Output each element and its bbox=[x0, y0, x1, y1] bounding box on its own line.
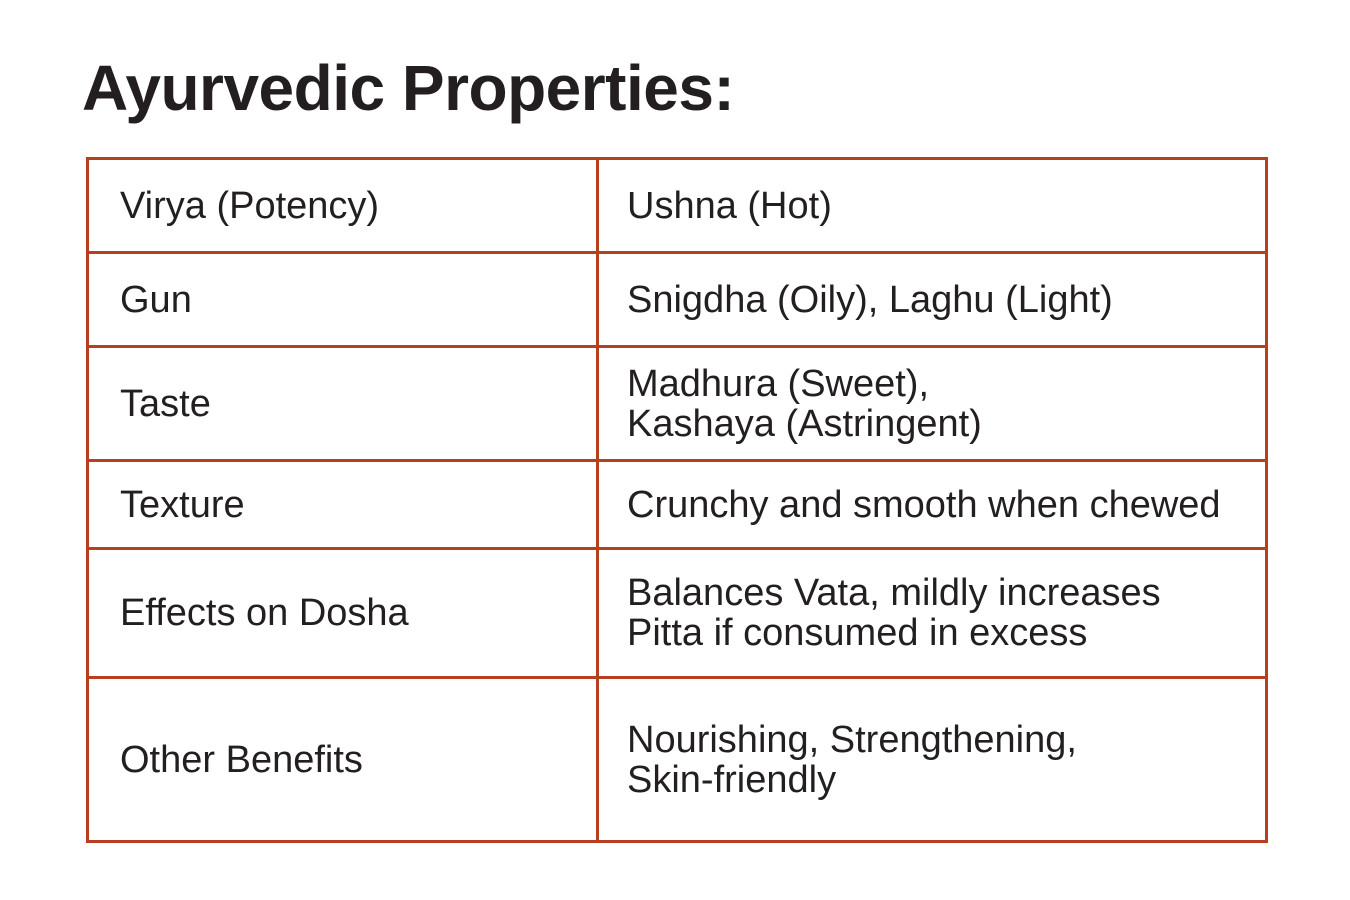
property-value-line: Crunchy and smooth when chewed bbox=[627, 483, 1221, 526]
table-row bbox=[88, 253, 1267, 347]
property-value-line: Skin-friendly bbox=[627, 758, 837, 801]
property-value-line: Ushna (Hot) bbox=[627, 184, 832, 227]
property-value-cell bbox=[598, 347, 1267, 461]
property-name: Gun bbox=[120, 278, 192, 321]
property-name-cell bbox=[88, 461, 598, 549]
property-name-cell bbox=[88, 347, 598, 461]
property-name: Other Benefits bbox=[120, 738, 363, 781]
table-row bbox=[88, 461, 1267, 549]
property-name: Texture bbox=[120, 483, 245, 526]
property-value-cell bbox=[598, 549, 1267, 678]
property-value-line: Pitta if consumed in excess bbox=[627, 612, 1088, 654]
table-row bbox=[88, 678, 1267, 842]
property-name-cell bbox=[88, 253, 598, 347]
property-name: Virya (Potency) bbox=[120, 184, 380, 227]
property-value-line: Madhura (Sweet), bbox=[627, 362, 930, 405]
property-value-cell bbox=[598, 461, 1267, 549]
property-value-line: Nourishing, Strengthening, bbox=[627, 718, 1077, 761]
table-row bbox=[88, 347, 1267, 461]
property-name: Taste bbox=[120, 382, 211, 425]
property-value-cell bbox=[598, 678, 1267, 842]
page-title: Ayurvedic Properties: bbox=[82, 52, 735, 124]
table-row bbox=[88, 159, 1267, 253]
table-row bbox=[88, 549, 1267, 678]
property-name: Effects on Dosha bbox=[120, 592, 409, 634]
properties-table bbox=[86, 157, 1268, 843]
property-name-cell bbox=[88, 678, 598, 842]
property-value-cell bbox=[598, 253, 1267, 347]
property-name-cell bbox=[88, 549, 598, 678]
property-value-line: Snigdha (Oily), Laghu (Light) bbox=[627, 278, 1113, 321]
property-value-cell bbox=[598, 159, 1267, 253]
property-value-line: Kashaya (Astringent) bbox=[627, 402, 982, 445]
property-value-line: Balances Vata, mildly increases bbox=[627, 572, 1161, 614]
property-name-cell bbox=[88, 159, 598, 253]
